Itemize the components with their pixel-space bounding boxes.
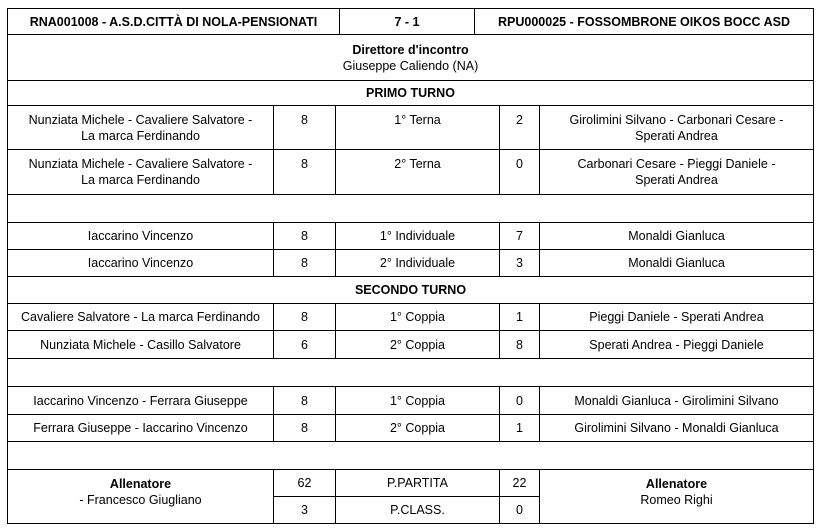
away-players: Monaldi Gianluca - Girolimini Silvano: [539, 386, 814, 415]
director-row: [7, 34, 814, 81]
class-label: P.CLASS.: [335, 496, 500, 524]
home-score: 8: [273, 303, 336, 331]
match-report-table: [7, 8, 814, 524]
away-players: Carbonari Cesare - Pieggi Daniele - Sperati Andrea: [539, 149, 814, 195]
home-coach-cell: [7, 469, 274, 524]
away-score: 8: [499, 330, 540, 359]
away-players: Pieggi Daniele - Sperati Andrea: [539, 303, 814, 331]
home-team-name: RNA001008 - A.S.D.CITTÀ DI NOLA-PENSIONATI: [7, 8, 340, 35]
partita-away: 22: [499, 469, 540, 497]
home-score: 6: [273, 330, 336, 359]
spacer-cell: [7, 358, 814, 387]
away-team-name: RPU000025 - FOSSOMBRONE OIKOS BOCC ASD: [474, 8, 814, 35]
away-score: 0: [499, 149, 540, 195]
home-players: Iaccarino Vincenzo: [7, 249, 274, 277]
home-coach-name: - Francesco Giugliano: [79, 493, 202, 507]
home-coach-label: Allenatore: [109, 477, 172, 491]
home-players: Nunziata Michele - Casillo Salvatore: [7, 330, 274, 359]
home-players: Nunziata Michele - Cavaliere Salvatore - La marca Ferdinando: [7, 105, 274, 150]
class-away: 0: [499, 496, 540, 524]
spacer-cell: [7, 194, 814, 223]
home-players: Iaccarino Vincenzo: [7, 222, 274, 250]
game-type: 2° Individuale: [335, 249, 500, 277]
away-score: 3: [499, 249, 540, 277]
spacer-row: [7, 441, 814, 470]
game-type: 1° Coppia: [335, 303, 500, 331]
director-name: Giuseppe Caliendo (NA): [342, 58, 479, 73]
spacer-cell: [7, 441, 814, 470]
header-row: [7, 8, 814, 35]
home-players: Ferrara Giuseppe - Iaccarino Vincenzo: [7, 414, 274, 442]
away-players: Girolimini Silvano - Carbonari Cesare - Sperati Andrea: [539, 105, 814, 150]
away-coach-label: Allenatore: [645, 477, 708, 491]
home-score: 8: [273, 105, 336, 150]
away-score: 7: [499, 222, 540, 250]
table-row: [7, 386, 814, 415]
game-type: 2° Coppia: [335, 330, 500, 359]
spacer-row: [7, 194, 814, 223]
away-score: 1: [499, 414, 540, 442]
home-score: 8: [273, 249, 336, 277]
away-players: Sperati Andrea - Pieggi Daniele: [539, 330, 814, 359]
away-score: 0: [499, 386, 540, 415]
director-cell: [7, 34, 814, 81]
home-players: Iaccarino Vincenzo - Ferrara Giuseppe: [7, 386, 274, 415]
match-score: 7 - 1: [339, 8, 475, 35]
away-coach-cell: [539, 469, 814, 524]
table-row: [7, 222, 814, 250]
table-row: [7, 249, 814, 277]
game-type: 2° Terna: [335, 149, 500, 195]
game-type: 2° Coppia: [335, 414, 500, 442]
spacer-row: [7, 358, 814, 387]
away-players: Monaldi Gianluca: [539, 249, 814, 277]
table-row: [7, 330, 814, 359]
class-home: 3: [273, 496, 336, 524]
table-row: [7, 105, 814, 150]
away-players: Girolimini Silvano - Monaldi Gianluca: [539, 414, 814, 442]
home-score: 8: [273, 414, 336, 442]
partita-home: 62: [273, 469, 336, 497]
footer-row: [7, 469, 814, 524]
game-type: 1° Individuale: [335, 222, 500, 250]
table-row: [7, 414, 814, 442]
second-round-title-row: [7, 276, 814, 304]
away-players: Monaldi Gianluca: [539, 222, 814, 250]
partita-label: P.PARTITA: [335, 469, 500, 497]
home-score: 8: [273, 149, 336, 195]
table-row: [7, 149, 814, 195]
away-score: 2: [499, 105, 540, 150]
away-coach-name: Romeo Righi: [640, 493, 713, 507]
home-players: Cavaliere Salvatore - La marca Ferdinando: [7, 303, 274, 331]
second-round-title: SECONDO TURNO: [7, 276, 814, 304]
home-score: 8: [273, 222, 336, 250]
first-round-title: PRIMO TURNO: [7, 80, 814, 106]
table-row: [7, 303, 814, 331]
game-type: 1° Coppia: [335, 386, 500, 415]
home-score: 8: [273, 386, 336, 415]
game-type: 1° Terna: [335, 105, 500, 150]
first-round-title-row: [7, 80, 814, 106]
home-players: Nunziata Michele - Cavaliere Salvatore - La marca Ferdinando: [7, 149, 274, 195]
away-score: 1: [499, 303, 540, 331]
director-label: Direttore d'incontro: [352, 42, 469, 57]
